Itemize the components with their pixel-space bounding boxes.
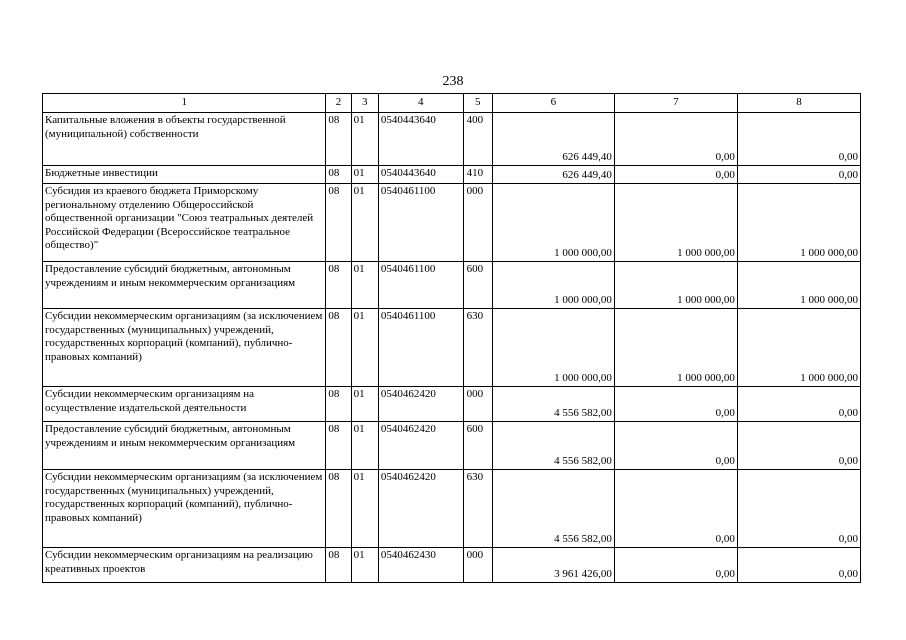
- row-amount-8: 0,00: [737, 548, 860, 583]
- row-amount-8: 0,00: [737, 422, 860, 470]
- table-row: [43, 262, 861, 309]
- column-header-3: 3: [351, 94, 378, 113]
- row-target-code: 0540443640: [378, 113, 463, 166]
- row-target-code: 0540443640: [378, 166, 463, 184]
- row-amount-8: 0,00: [737, 113, 860, 166]
- row-target-code: 0540461100: [378, 184, 463, 262]
- row-section: 08: [326, 548, 351, 583]
- row-name: Предоставление субсидий бюджетным, автономным учреждениям и иным некоммерческим организациям: [43, 262, 326, 309]
- row-section: 08: [326, 184, 351, 262]
- row-expense-type: 630: [463, 309, 492, 387]
- table-row: [43, 548, 861, 583]
- row-target-code: 0540461100: [378, 262, 463, 309]
- row-name: Субсидии некоммерческим организациям на реализацию креативных проектов: [43, 548, 326, 583]
- table-row: [43, 309, 861, 387]
- row-expense-type: 630: [463, 470, 492, 548]
- row-name: Капитальные вложения в объекты государственной (муниципальной) собственности: [43, 113, 326, 166]
- row-subsection: 01: [351, 422, 378, 470]
- row-expense-type: 000: [463, 184, 492, 262]
- row-expense-type: 600: [463, 262, 492, 309]
- row-subsection: 01: [351, 387, 378, 422]
- row-expense-type: 400: [463, 113, 492, 166]
- row-amount-8: 1 000 000,00: [737, 184, 860, 262]
- row-target-code: 0540462420: [378, 422, 463, 470]
- row-name: Субсидия из краевого бюджета Приморскому региональному отделению Общероссийской общественной организации "Союз театральных деятелей Российской Федерации (Всероссийское театральное общество)": [43, 184, 326, 262]
- column-header-4: 4: [378, 94, 463, 113]
- column-header-8: 8: [737, 94, 860, 113]
- row-amount-6: 4 556 582,00: [492, 422, 614, 470]
- header-row: [43, 94, 861, 113]
- row-section: 08: [326, 262, 351, 309]
- row-section: 08: [326, 387, 351, 422]
- row-amount-7: 1 000 000,00: [614, 184, 737, 262]
- row-subsection: 01: [351, 470, 378, 548]
- row-amount-7: 1 000 000,00: [614, 262, 737, 309]
- row-amount-6: 4 556 582,00: [492, 387, 614, 422]
- row-amount-7: 0,00: [614, 548, 737, 583]
- row-amount-8: 1 000 000,00: [737, 262, 860, 309]
- page-number: 238: [442, 74, 464, 89]
- row-name: Субсидии некоммерческим организациям (за исключением государственных (муниципальных) учреждений, государственных корпораций (компаний), публично-правовых компаний): [43, 309, 326, 387]
- table-row: [43, 470, 861, 548]
- row-section: 08: [326, 113, 351, 166]
- budget-table: [42, 93, 861, 583]
- column-header-5: 5: [463, 94, 492, 113]
- row-amount-6: 1 000 000,00: [492, 184, 614, 262]
- row-amount-8: 0,00: [737, 470, 860, 548]
- row-section: 08: [326, 470, 351, 548]
- row-subsection: 01: [351, 309, 378, 387]
- row-amount-6: 626 449,40: [492, 113, 614, 166]
- row-subsection: 01: [351, 184, 378, 262]
- row-expense-type: 000: [463, 548, 492, 583]
- row-expense-type: 410: [463, 166, 492, 184]
- column-header-1: 1: [43, 94, 326, 113]
- row-subsection: 01: [351, 113, 378, 166]
- row-name: Предоставление субсидий бюджетным, автономным учреждениям и иным некоммерческим организациям: [43, 422, 326, 470]
- row-subsection: 01: [351, 166, 378, 184]
- column-header-6: 6: [492, 94, 614, 113]
- table-row: [43, 166, 861, 184]
- table-row: [43, 387, 861, 422]
- row-amount-7: 0,00: [614, 387, 737, 422]
- row-amount-8: 0,00: [737, 387, 860, 422]
- row-amount-7: 0,00: [614, 422, 737, 470]
- row-amount-6: 4 556 582,00: [492, 470, 614, 548]
- row-subsection: 01: [351, 262, 378, 309]
- row-target-code: 0540462420: [378, 470, 463, 548]
- column-header-7: 7: [614, 94, 737, 113]
- row-target-code: 0540462420: [378, 387, 463, 422]
- row-section: 08: [326, 422, 351, 470]
- row-target-code: 0540462430: [378, 548, 463, 583]
- row-amount-6: 3 961 426,00: [492, 548, 614, 583]
- row-amount-6: 1 000 000,00: [492, 309, 614, 387]
- row-expense-type: 600: [463, 422, 492, 470]
- column-header-2: 2: [326, 94, 351, 113]
- row-name: Бюджетные инвестиции: [43, 166, 326, 184]
- row-amount-7: 1 000 000,00: [614, 309, 737, 387]
- table-row: [43, 422, 861, 470]
- table-row: [43, 113, 861, 166]
- row-name: Субсидии некоммерческим организациям (за исключением государственных (муниципальных) учреждений, государственных корпораций (компаний), публично-правовых компаний): [43, 470, 326, 548]
- row-amount-8: 0,00: [737, 166, 860, 184]
- table-row: [43, 184, 861, 262]
- row-amount-7: 0,00: [614, 113, 737, 166]
- row-target-code: 0540461100: [378, 309, 463, 387]
- row-amount-8: 1 000 000,00: [737, 309, 860, 387]
- row-subsection: 01: [351, 548, 378, 583]
- row-amount-6: 1 000 000,00: [492, 262, 614, 309]
- row-section: 08: [326, 166, 351, 184]
- row-amount-7: 0,00: [614, 166, 737, 184]
- row-amount-7: 0,00: [614, 470, 737, 548]
- row-amount-6: 626 449,40: [492, 166, 614, 184]
- row-name: Субсидии некоммерческим организациям на осуществление издательской деятельности: [43, 387, 326, 422]
- row-section: 08: [326, 309, 351, 387]
- row-expense-type: 000: [463, 387, 492, 422]
